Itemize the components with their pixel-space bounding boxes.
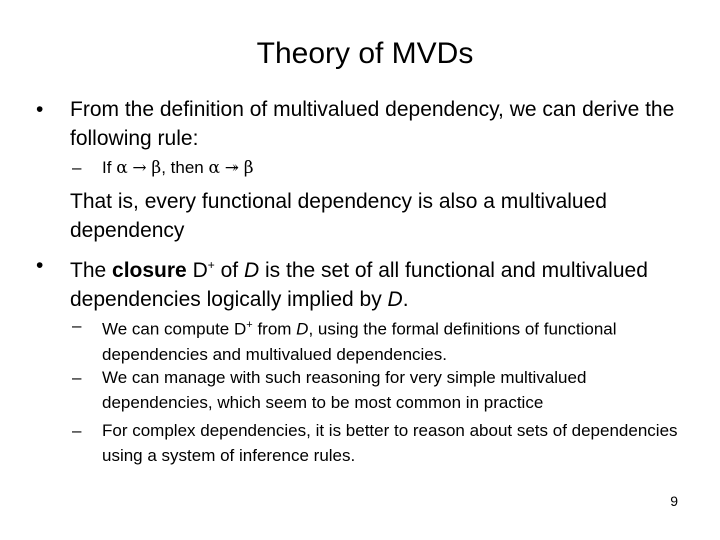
beta-symbol: β — [243, 158, 254, 178]
alpha-symbol: α — [116, 158, 128, 178]
closure-text — [70, 251, 676, 314]
sub-bullet-simple — [72, 365, 692, 415]
period: . — [402, 288, 409, 311]
fd-arrow-icon: → — [132, 158, 147, 178]
sub-bullet-compute — [72, 313, 692, 367]
continuation-text: That is, every functional dependency is also a multivalued dependency — [70, 190, 607, 242]
dash-marker: – — [72, 368, 82, 387]
closure-term: closure — [112, 259, 187, 282]
if-word: If — [102, 158, 112, 177]
bullet-text: From the definition of multivalued dependency, we can derive the following rule: — [70, 98, 675, 150]
page-number: 9 — [670, 493, 678, 509]
dash-marker: – — [72, 421, 82, 440]
dash-marker: – — [72, 316, 82, 335]
then-word: , then — [161, 158, 204, 177]
beta-symbol: β — [151, 158, 162, 178]
text-fragment: of — [220, 259, 239, 282]
dash-marker: – — [72, 158, 82, 177]
d-italic: D — [387, 288, 403, 311]
bullet-closure — [36, 251, 676, 314]
slide-title: Theory of MVDs — [256, 37, 474, 70]
bullet-mvd-rule — [36, 95, 676, 153]
alpha-symbol: α — [208, 158, 220, 178]
d-italic: D — [296, 319, 309, 339]
plus-superscript: + — [207, 258, 215, 272]
text-fragment: The — [70, 259, 107, 282]
mvd-arrow-icon: ↠ — [224, 158, 239, 178]
text-fragment: is the set of all functional and multivalued dependencies logically implied by — [70, 259, 648, 311]
rule-text — [102, 155, 692, 181]
bullet-continuation — [36, 187, 676, 245]
text-fragment: , using the formal definitions of functional dependencies and multivalued dependencies. — [102, 319, 617, 364]
sub-bullet-complex — [72, 418, 692, 468]
compute-text — [102, 313, 692, 367]
bullet-marker: • — [36, 254, 44, 277]
bullet-marker: • — [36, 98, 44, 121]
text-fragment: We can compute D — [102, 319, 247, 339]
text-fragment: from — [257, 319, 292, 339]
d-italic: D — [243, 259, 260, 282]
sub-bullet-rule — [72, 155, 692, 181]
simple-text: We can manage with such reasoning for very simple multivalued dependencies, which seem to be most common in practice — [102, 368, 587, 412]
plus-superscript: + — [246, 319, 253, 331]
text-fragment: D — [192, 259, 208, 282]
complex-text: For complex dependencies, it is better to reason about sets of dependencies using a system of inference rules. — [102, 421, 678, 465]
